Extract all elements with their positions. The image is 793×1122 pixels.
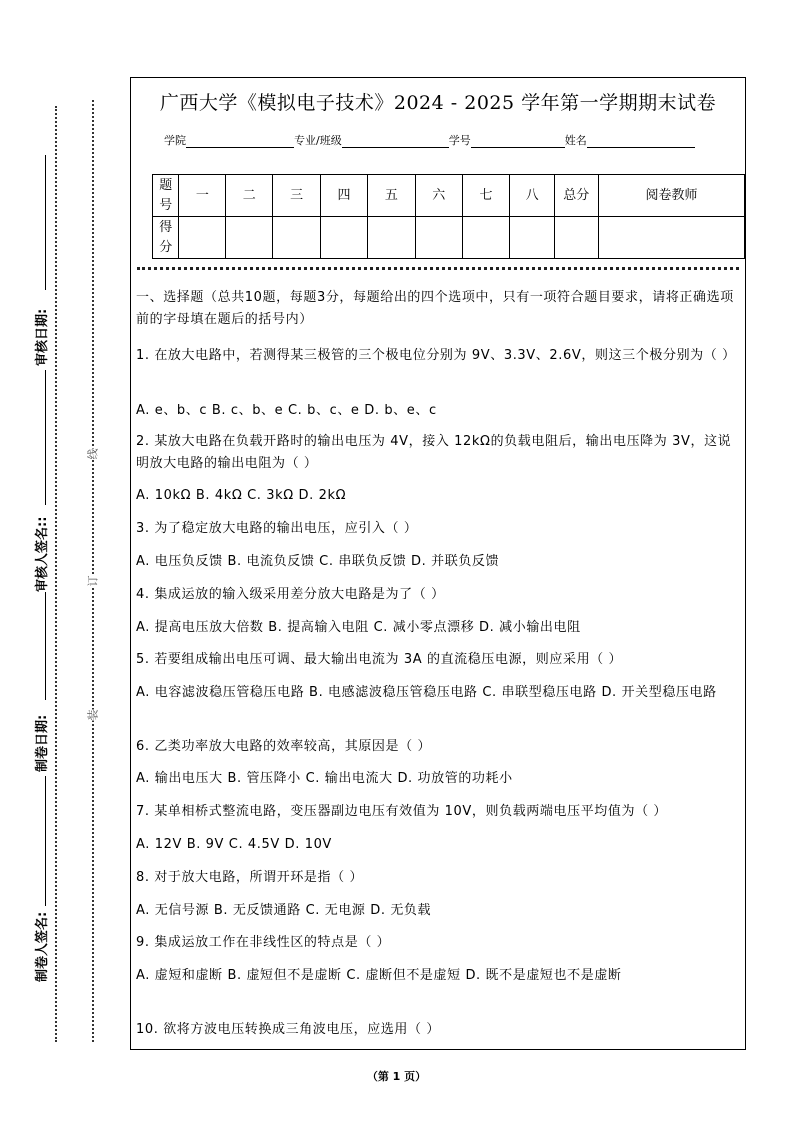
maker-sign-label: 制卷人签名: (35, 911, 50, 982)
question-stem: 8. 对于放大电路，所谓开环是指（ ） (136, 870, 364, 885)
exam-title: 广西大学《模拟电子技术》2024 - 2025 学年第一学期期末试卷 (159, 92, 717, 114)
score-cell[interactable] (554, 217, 598, 259)
major-class-field[interactable] (342, 135, 449, 148)
column-header: 阅卷教师 (598, 175, 744, 217)
score-cell[interactable] (598, 217, 744, 259)
row-label: 得分 (153, 217, 179, 259)
name-label: 姓名 (564, 134, 587, 147)
score-cell[interactable] (367, 217, 415, 259)
dotted-divider (137, 267, 739, 270)
question-options: A. 无信号源 B. 无反馈通路 C. 无电源 D. 无负载 (136, 903, 432, 918)
signature-line (45, 592, 46, 700)
student-info-row (164, 132, 695, 148)
signature-line (45, 370, 46, 505)
binding-mount-char: 装 (86, 709, 100, 721)
column-header: 七 (462, 175, 510, 217)
signature-line (45, 155, 46, 290)
question-stem: 10. 欲将方波电压转换成三角波电压，应选用（ ） (136, 1022, 440, 1037)
score-cell[interactable] (510, 217, 554, 259)
inner-dotted-line (92, 100, 94, 1042)
score-cell[interactable] (415, 217, 462, 259)
score-cell[interactable] (226, 217, 273, 259)
column-header: 四 (321, 175, 368, 217)
column-header: 总分 (554, 175, 598, 217)
review-date-label: 审核日期: (35, 308, 50, 366)
question-stem: 1. 在放大电路中，若测得某三极管的三个极电位分别为 9V、3.3V、2.6V，则这三个极分别为（ ） (136, 348, 736, 363)
question-options: A. 12V B. 9V C. 4.5V D. 10V (136, 837, 332, 852)
make-date-label: 制卷日期: (35, 714, 50, 772)
score-cell[interactable] (273, 217, 321, 259)
college-field[interactable] (186, 135, 294, 148)
reviewer-sign-label: 审核人签名:: (35, 516, 50, 592)
question-options: A. 提高电压放大倍数 B. 提高输入电阻 C. 减小零点漂移 D. 减小输出电阻 (136, 620, 581, 635)
question-options: A. 电容滤波稳压管稳压电路 B. 电感滤波稳压管稳压电路 C. 串联型稳压电路 D. 开关型稳压电路 (136, 685, 717, 700)
student-id-field[interactable] (471, 135, 565, 148)
score-row (153, 217, 745, 259)
column-header: 六 (415, 175, 462, 217)
question-stem: 7. 某单相桥式整流电路，变压器副边电压有效值为 10V，则负载两端电压平均值为（ ） (136, 804, 668, 819)
question-stem: 2. 某放大电路在负载开路时的输出电压为 4V，接入 12kΩ的负载电阻后，输出电压降为 3V，这说明放大电路的输出电阻为（ ） (136, 434, 732, 471)
score-cell[interactable] (321, 217, 368, 259)
binding-order-char: 订 (86, 575, 100, 587)
major-class-label: 专业/班级 (294, 134, 342, 147)
name-field[interactable] (587, 135, 695, 148)
college-label: 学院 (164, 134, 186, 147)
score-table (152, 174, 745, 259)
column-header: 三 (273, 175, 321, 217)
column-header: 八 (510, 175, 554, 217)
section-heading: 一、选择题（总共10题，每题3分，每题给出的四个选项中，只有一项符合题目要求，请将正确选项前的字母填在题后的括号内） (136, 290, 734, 327)
question-stem: 4. 集成运放的输入级采用差分放大电路是为了（ ） (136, 587, 445, 602)
question-stem: 5. 若要组成输出电压可调、最大输出电流为 3A 的直流稳压电源，则应采用（ ） (136, 652, 623, 667)
exam-page-frame (130, 77, 746, 1050)
binding-line-char: 线 (86, 448, 100, 460)
column-header: 一 (179, 175, 226, 217)
column-header: 二 (226, 175, 273, 217)
question-stem: 3. 为了稳定放大电路的输出电压，应引入（ ） (136, 521, 418, 536)
question-options: A. 虚短和虚断 B. 虚短但不是虚断 C. 虚断但不是虚短 D. 既不是虚短也不是虚断 (136, 968, 622, 983)
question-options: A. 输出电压大 B. 管压降小 C. 输出电流大 D. 功放管的功耗小 (136, 771, 513, 786)
page-number: （第 1 页） (366, 1070, 427, 1083)
signature-line (45, 776, 46, 906)
score-cell[interactable] (179, 217, 226, 259)
question-options: A. e、b、c B. c、b、e C. b、c、e D. b、e、c (136, 403, 437, 418)
question-stem: 6. 乙类功率放大电路的效率较高，其原因是（ ） (136, 739, 432, 754)
row-label: 题号 (153, 175, 179, 217)
outer-dotted-line (55, 106, 57, 1042)
student-id-label: 学号 (448, 134, 471, 147)
question-number-row (153, 175, 745, 217)
column-header: 五 (367, 175, 415, 217)
score-cell[interactable] (462, 217, 510, 259)
question-stem: 9. 集成运放工作在非线性区的特点是（ ） (136, 935, 391, 950)
question-options: A. 10kΩ B. 4kΩ C. 3kΩ D. 2kΩ (136, 488, 347, 503)
question-options: A. 电压负反馈 B. 电流负反馈 C. 串联负反馈 D. 并联负反馈 (136, 554, 500, 569)
